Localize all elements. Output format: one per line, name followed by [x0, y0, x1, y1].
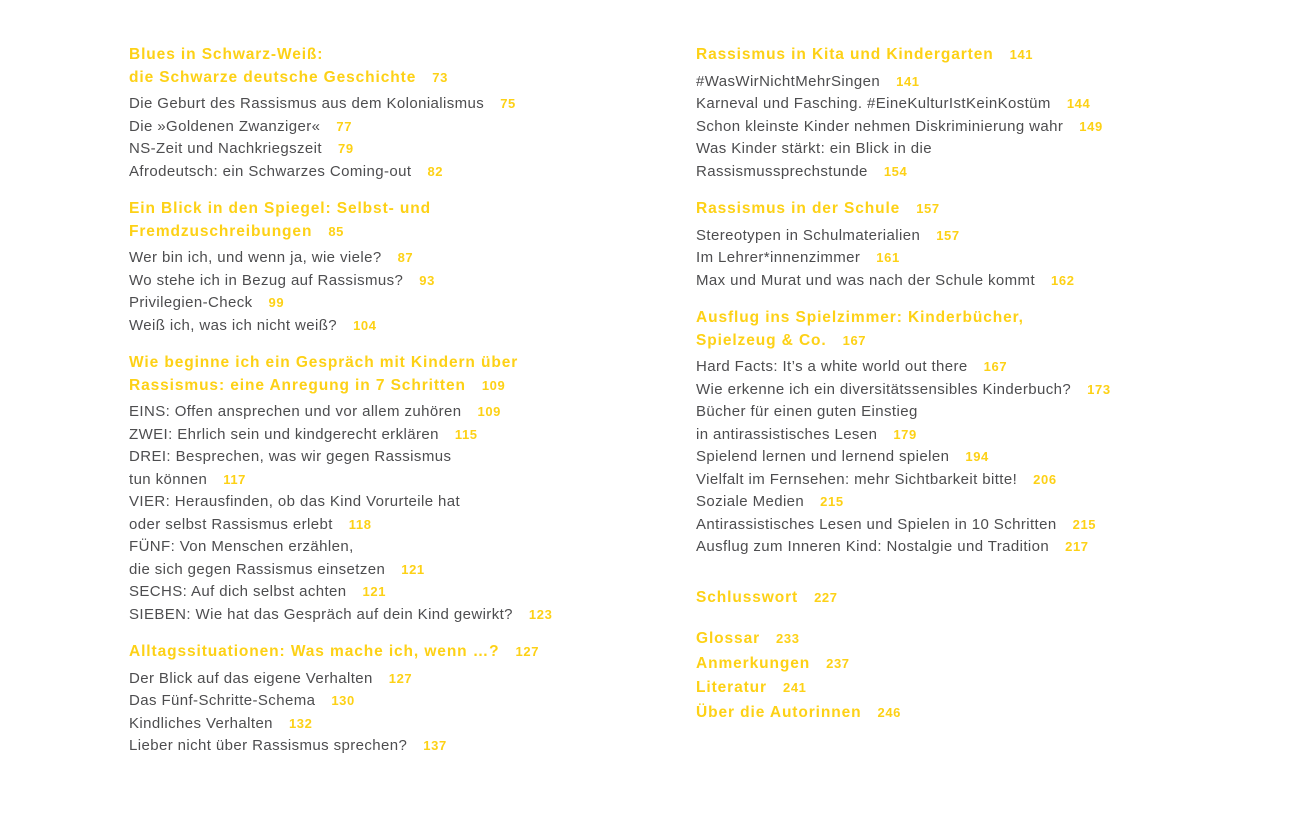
page-number: 115 — [454, 426, 478, 442]
page-number: 82 — [427, 163, 444, 179]
text-line: Rassismus in der Schule — [696, 200, 901, 217]
section-entries — [129, 401, 684, 626]
toc-entry — [696, 225, 1251, 248]
page-number: 194 — [965, 449, 989, 464]
section-heading — [696, 627, 1251, 652]
text-line: tun können — [129, 470, 208, 488]
section-heading — [129, 641, 684, 664]
toc-column-left — [129, 44, 684, 758]
text-line: Schon kleinste Kinder nehmen Diskriminierung wahr — [696, 117, 1064, 135]
section-heading — [696, 587, 1251, 610]
heading-text: Anmerkungen — [696, 654, 811, 672]
page-number: 141 — [896, 73, 920, 89]
page-number: 118 — [348, 516, 372, 532]
section-entries — [696, 225, 1251, 293]
page-number: 93 — [419, 272, 435, 288]
toc-entry — [696, 401, 1251, 446]
text-line: Max und Murat und was nach der Schule kommt — [696, 271, 1036, 289]
backmatter-heading-group — [696, 627, 1251, 725]
toc-entry — [129, 93, 684, 116]
text-line: Privilegien-Check — [129, 294, 253, 311]
toc-column-right — [696, 44, 1251, 725]
page-number: 123 — [528, 606, 553, 622]
page-number: 179 — [893, 426, 917, 442]
toc-entry — [129, 491, 684, 536]
text-line: Der Blick auf das eigene Verhalten — [129, 669, 373, 687]
toc-entry — [129, 270, 684, 293]
section-heading — [129, 44, 684, 89]
section-entries — [129, 247, 684, 337]
toc-entry — [129, 735, 684, 758]
page-number: 137 — [423, 738, 447, 753]
page-number: 237 — [826, 655, 850, 671]
toc-entry — [696, 247, 1251, 270]
text-line: Weiß ich, was ich nicht weiß? — [129, 316, 338, 334]
text-line: Hard Facts: It’s a white world out there — [696, 358, 968, 375]
page-number: 104 — [353, 317, 377, 333]
text-line: Antirassistisches Lesen und Spielen in 10 Schritten — [696, 515, 1057, 533]
page-number: 109 — [477, 404, 502, 419]
toc-entry — [129, 116, 684, 139]
toc-entry — [696, 379, 1251, 402]
toc-entry — [129, 161, 684, 184]
text-line: Kindliches Verhalten — [129, 714, 273, 732]
toc-section — [696, 44, 1251, 183]
page-number: 246 — [877, 704, 902, 720]
toc-entry — [696, 116, 1251, 139]
section-heading — [696, 198, 1251, 221]
page-number: 227 — [814, 589, 838, 605]
text-line: Im Lehrer*innenzimmer — [696, 249, 861, 266]
page-number: 157 — [936, 227, 960, 243]
section-entries — [129, 93, 684, 183]
toc-entry — [696, 514, 1251, 537]
page-number: 167 — [983, 359, 1008, 374]
section-heading — [696, 701, 1251, 726]
toc-section — [129, 641, 684, 758]
text-line: Ausflug zum Inneren Kind: Nostalgie und Tradition — [696, 538, 1050, 555]
toc-entry — [129, 292, 684, 315]
text-line: Bücher für einen guten Einstieg — [696, 403, 918, 420]
text-line: in antirassistisches Lesen — [696, 425, 878, 443]
page-number: 217 — [1065, 539, 1089, 554]
text-line: Rassismussprechstunde — [696, 162, 868, 180]
page-number: 127 — [515, 644, 540, 659]
page-number: 215 — [820, 494, 844, 509]
page-number: 206 — [1033, 471, 1057, 487]
text-line: Wer bin ich, und wenn ja, wie viele? — [129, 249, 382, 266]
toc-entry — [696, 446, 1251, 469]
text-line: Die »Goldenen Zwanziger« — [129, 117, 321, 135]
toc-section — [129, 352, 684, 626]
page-number: 75 — [500, 96, 516, 111]
text-line: Wie erkenne ich ein diversitätssensibles Kinderbuch? — [696, 380, 1072, 398]
page-number: 85 — [328, 223, 344, 239]
toc-entry — [129, 581, 684, 604]
toc-entry — [696, 138, 1251, 183]
text-line: ZWEI: Ehrlich sein und kindgerecht erklären — [129, 425, 439, 443]
page-number: 144 — [1066, 96, 1091, 111]
page-number: 121 — [401, 561, 425, 577]
text-line: Was Kinder stärkt: ein Blick in die — [696, 140, 933, 157]
toc-entry — [696, 536, 1251, 559]
section-entries — [696, 356, 1251, 559]
page-number: 157 — [916, 201, 940, 216]
page-number: 241 — [782, 680, 807, 696]
text-line: Blues in Schwarz-Weiß: — [129, 46, 324, 63]
page-number: 87 — [397, 250, 414, 265]
page-number: 132 — [288, 715, 313, 731]
heading-text: Literatur — [696, 679, 767, 697]
text-line: Vielfalt im Fernsehen: mehr Sichtbarkeit bitte! — [696, 470, 1018, 488]
section-heading — [696, 676, 1251, 701]
toc-entry — [696, 270, 1251, 293]
text-line: Lieber nicht über Rassismus sprechen? — [129, 737, 408, 754]
heading-text: Über die Autorinnen — [696, 703, 862, 721]
toc-entry — [129, 401, 684, 424]
heading-text: Glossar — [696, 630, 761, 647]
toc-entry — [129, 315, 684, 338]
text-line: #WasWirNichtMehrSingen — [696, 72, 881, 90]
toc-entry — [129, 668, 684, 691]
page-number: 167 — [842, 332, 867, 348]
toc-entry — [129, 604, 684, 627]
text-line: Wo stehe ich in Bezug auf Rassismus? — [129, 271, 404, 289]
toc-entry — [129, 713, 684, 736]
text-line: SIEBEN: Wie hat das Gespräch auf dein Kind gewirkt? — [129, 605, 513, 623]
toc-section — [696, 587, 1251, 610]
toc-section — [129, 44, 684, 183]
text-line: oder selbst Rassismus erlebt — [129, 515, 333, 533]
toc-entry — [129, 138, 684, 161]
text-line: Das Fünf-Schritte-Schema — [129, 692, 316, 709]
page-number: 79 — [337, 141, 354, 156]
page-number: 121 — [362, 584, 387, 599]
text-line: die Schwarze deutsche Geschichte — [129, 68, 417, 86]
toc-entry — [696, 469, 1251, 492]
text-line: Afrodeutsch: ein Schwarzes Coming-out — [129, 162, 412, 180]
text-line: Spielend lernen und lernend spielen — [696, 448, 950, 465]
text-line: die sich gegen Rassismus einsetzen — [129, 560, 386, 578]
section-entries — [129, 668, 684, 758]
section-entries — [696, 71, 1251, 184]
section-heading — [696, 652, 1251, 677]
page-number: 99 — [268, 295, 285, 310]
toc-entry — [696, 93, 1251, 116]
text-line: Soziale Medien — [696, 493, 805, 510]
page-number: 117 — [223, 471, 247, 487]
toc-section — [696, 307, 1251, 559]
toc-entry — [129, 446, 684, 491]
page-number: 130 — [331, 693, 355, 708]
text-line: Fremdzuschreibungen — [129, 222, 313, 240]
toc-entry — [696, 356, 1251, 379]
section-heading — [696, 307, 1251, 352]
text-line: VIER: Herausfinden, ob das Kind Vorurteile hat — [129, 493, 461, 510]
text-line: Ausflug ins Spielzimmer: Kinderbücher, — [696, 309, 1024, 326]
text-line: Rassismus in Kita und Kindergarten — [696, 46, 994, 63]
toc-entry — [129, 247, 684, 270]
text-line: Ein Blick in den Spiegel: Selbst- und — [129, 200, 431, 217]
page-number: 127 — [388, 670, 413, 686]
text-line: Alltagssituationen: Was mache ich, wenn …? — [129, 643, 500, 660]
toc-section — [696, 198, 1251, 292]
section-heading — [129, 352, 684, 397]
page-number: 73 — [432, 69, 448, 85]
page-number: 161 — [876, 250, 900, 265]
page-number: 77 — [336, 118, 353, 134]
toc-entry — [696, 491, 1251, 514]
text-line: Wie beginne ich ein Gespräch mit Kindern über — [129, 354, 519, 371]
text-line: Spielzeug & Co. — [696, 331, 827, 349]
toc-entry — [129, 536, 684, 581]
text-line: NS-Zeit und Nachkriegszeit — [129, 140, 322, 157]
text-line: Karneval und Fasching. #EineKulturIstKeinKostüm — [696, 95, 1051, 112]
page-number: 233 — [776, 631, 800, 646]
page-number: 149 — [1079, 118, 1103, 134]
toc-entry — [129, 690, 684, 713]
text-line: Rassismus: eine Anregung in 7 Schritten — [129, 376, 466, 394]
text-line: SECHS: Auf dich selbst achten — [129, 583, 347, 600]
section-heading — [129, 198, 684, 243]
toc-section — [129, 198, 684, 337]
page-number: 154 — [883, 163, 908, 179]
text-line: Die Geburt des Rassismus aus dem Kolonialismus — [129, 95, 485, 112]
page-number: 173 — [1087, 381, 1111, 397]
text-line: Schlusswort — [696, 588, 799, 606]
toc-entry — [696, 71, 1251, 94]
page-number: 109 — [481, 377, 506, 393]
section-heading — [696, 44, 1251, 67]
text-line: Stereotypen in Schulmaterialien — [696, 226, 921, 244]
text-line: DREI: Besprechen, was wir gegen Rassismus — [129, 448, 452, 465]
toc-entry — [129, 424, 684, 447]
page-number: 215 — [1072, 516, 1097, 532]
page-number: 162 — [1051, 272, 1075, 288]
page-number: 141 — [1009, 47, 1034, 62]
text-line: EINS: Offen ansprechen und vor allem zuhören — [129, 403, 462, 420]
text-line: FÜNF: Von Menschen erzählen, — [129, 538, 354, 555]
